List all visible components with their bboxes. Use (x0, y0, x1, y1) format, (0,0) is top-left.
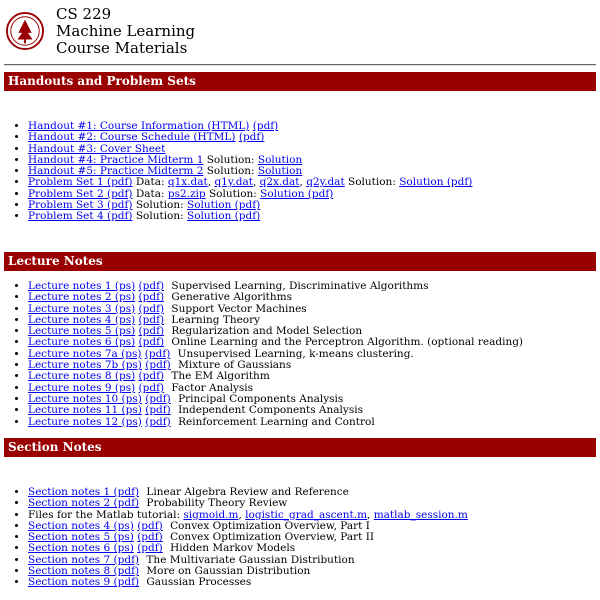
sections-list (0, 487, 468, 589)
link[interactable]: Solution (257, 165, 303, 178)
description: Supervised Learning, Discriminative Algorithms (171, 280, 429, 292)
description: Generative Algorithms (171, 291, 293, 304)
link[interactable]: Section notes 6 (ps) (28, 542, 134, 555)
link[interactable]: Lecture notes 5 (ps) (28, 325, 136, 338)
link[interactable]: Problem Set 3 (pdf) (28, 199, 133, 212)
link[interactable]: (pdf) (252, 120, 279, 132)
link[interactable]: (pdf) (138, 280, 165, 292)
link[interactable]: (pdf) (145, 392, 171, 405)
label: Solution: (206, 165, 255, 178)
link[interactable]: (pdf) (137, 519, 163, 532)
label: Data: (135, 176, 165, 189)
label: Solution: (208, 187, 257, 200)
stanford-seal-logo (6, 12, 44, 50)
course-subtitle: Course Materials (56, 39, 188, 57)
description: The EM Algorithm (171, 370, 270, 383)
link[interactable]: q2y.dat (306, 176, 345, 189)
link[interactable]: Lecture notes 6 (ps) (28, 336, 136, 349)
link[interactable]: (pdf) (138, 370, 165, 383)
description: Hidden Markov Models (170, 542, 296, 555)
course-code: CS 229 (56, 5, 112, 23)
handouts-list (0, 121, 472, 223)
label: Solution: (135, 199, 184, 212)
link[interactable]: Lecture notes 4 (ps) (28, 313, 136, 326)
label: Solution: (206, 153, 255, 166)
link[interactable]: Handout #3: Cover Sheet (28, 142, 166, 155)
link[interactable]: Handout #4: Practice Midterm 1 (28, 153, 204, 166)
label: Solution: (135, 210, 184, 223)
link[interactable]: Lecture notes 11 (ps) (28, 404, 142, 417)
link[interactable]: Problem Set 1 (pdf) (28, 176, 133, 189)
link[interactable]: Lecture notes 7a (ps) (28, 347, 142, 360)
list-item: • Problem Set 1 (pdf) Data: q1x.dat, q1y.dat, q2x.dat, q2y.dat Solution: Solution (pdf) (28, 177, 472, 188)
link[interactable]: Handout #2: Course Schedule (HTML) (28, 131, 236, 144)
link[interactable]: Section notes 5 (ps) (28, 531, 134, 544)
section-header-sections: Section Notes (4, 438, 596, 457)
section-header-lectures: Lecture Notes (4, 252, 596, 271)
link[interactable]: (pdf) (144, 347, 171, 360)
description: Reinforcement Learning and Control (178, 415, 375, 428)
link[interactable]: (pdf) (138, 381, 165, 394)
link[interactable]: ps2.zip (167, 187, 206, 200)
link[interactable]: (pdf) (138, 302, 165, 315)
link[interactable]: Section notes 9 (pdf) (28, 576, 140, 589)
label: Solution: (348, 176, 396, 189)
list-item (28, 577, 468, 588)
description: Independent Components Analysis (178, 404, 363, 417)
link[interactable]: Section notes 4 (ps) (28, 519, 134, 532)
description: Convex Optimization Overview, Part II (170, 531, 375, 544)
link[interactable]: q2x.dat (259, 176, 300, 189)
link[interactable]: Lecture notes 1 (ps) (28, 280, 136, 292)
link[interactable]: (pdf) (138, 291, 165, 304)
link[interactable]: q1x.dat (167, 176, 208, 189)
link[interactable]: logistic_grad_ascent.m (245, 508, 368, 521)
link[interactable]: (pdf) (145, 415, 171, 428)
description: Convex Optimization Overview, Part I (170, 519, 370, 532)
link[interactable]: Lecture notes 12 (ps) (28, 415, 142, 428)
description: Probability Theory Review (146, 497, 288, 510)
link[interactable]: Problem Set 4 (pdf) (28, 210, 133, 223)
description: Linear Algebra Review and Reference (146, 486, 349, 498)
link[interactable]: Section notes 8 (pdf) (28, 565, 140, 578)
list-item: • Files for the Matlab tutorial: sigmoid.m, logistic_grad_ascent.m, matlab_session.m (28, 510, 468, 521)
link[interactable]: (pdf) (137, 531, 163, 544)
label: Data: (135, 187, 165, 200)
link[interactable]: (pdf) (138, 313, 165, 326)
link[interactable]: (pdf) (145, 359, 171, 372)
link[interactable]: Solution (pdf) (187, 199, 261, 212)
description: The Multivariate Gaussian Distribution (146, 553, 355, 566)
link[interactable]: Solution (pdf) (260, 187, 334, 200)
description: Regularization and Model Selection (171, 325, 363, 338)
link[interactable]: (pdf) (138, 325, 165, 338)
link[interactable]: (pdf) (137, 542, 163, 555)
description: Online Learning and the Perceptron Algorithm. (optional reading) (171, 336, 524, 349)
link[interactable]: Lecture notes 7b (ps) (28, 359, 142, 372)
page-header (0, 0, 600, 64)
link[interactable]: Handout #1: Course Information (HTML) (28, 120, 250, 132)
link[interactable]: Problem Set 2 (pdf) (28, 187, 133, 200)
lectures-list (0, 281, 523, 428)
divider (4, 64, 596, 66)
label: Files for the Matlab tutorial: (28, 508, 181, 521)
link[interactable]: Solution (pdf) (187, 210, 261, 223)
link[interactable]: matlab_session.m (373, 508, 468, 521)
link[interactable]: (pdf) (138, 336, 165, 349)
page-title (56, 6, 195, 57)
list-item (28, 417, 523, 428)
link[interactable]: Solution (257, 153, 303, 166)
course-name: Machine Learning (56, 22, 196, 40)
link[interactable]: Lecture notes 9 (ps) (28, 381, 136, 394)
link[interactable]: (pdf) (238, 131, 265, 144)
description: Unsupervised Learning, k-means clustering. (177, 347, 414, 360)
link[interactable]: Lecture notes 10 (ps) (28, 392, 142, 405)
link[interactable]: Solution (pdf) (399, 176, 473, 189)
link[interactable]: Section notes 2 (pdf) (28, 497, 140, 510)
description: Gaussian Processes (146, 576, 252, 589)
link[interactable]: Lecture notes 8 (ps) (28, 370, 136, 383)
section-header-handouts: Handouts and Problem Sets (4, 72, 596, 91)
link[interactable]: Section notes 7 (pdf) (28, 553, 140, 566)
link[interactable]: (pdf) (145, 404, 171, 417)
link[interactable]: sigmoid.m (183, 508, 239, 521)
description: Factor Analysis (171, 381, 254, 394)
description: Learning Theory (171, 313, 261, 326)
link[interactable]: Handout #5: Practice Midterm 2 (28, 165, 204, 178)
link[interactable]: Lecture notes 2 (ps) (28, 291, 136, 304)
link[interactable]: q1y.dat (214, 176, 253, 189)
link[interactable]: Lecture notes 3 (ps) (28, 302, 136, 315)
description: Mixture of Gaussians (178, 359, 292, 372)
link[interactable]: Section notes 1 (pdf) (28, 486, 140, 498)
description: Support Vector Machines (171, 302, 307, 315)
description: More on Gaussian Distribution (146, 565, 311, 578)
list-item (28, 211, 472, 222)
description: Principal Components Analysis (178, 392, 344, 405)
